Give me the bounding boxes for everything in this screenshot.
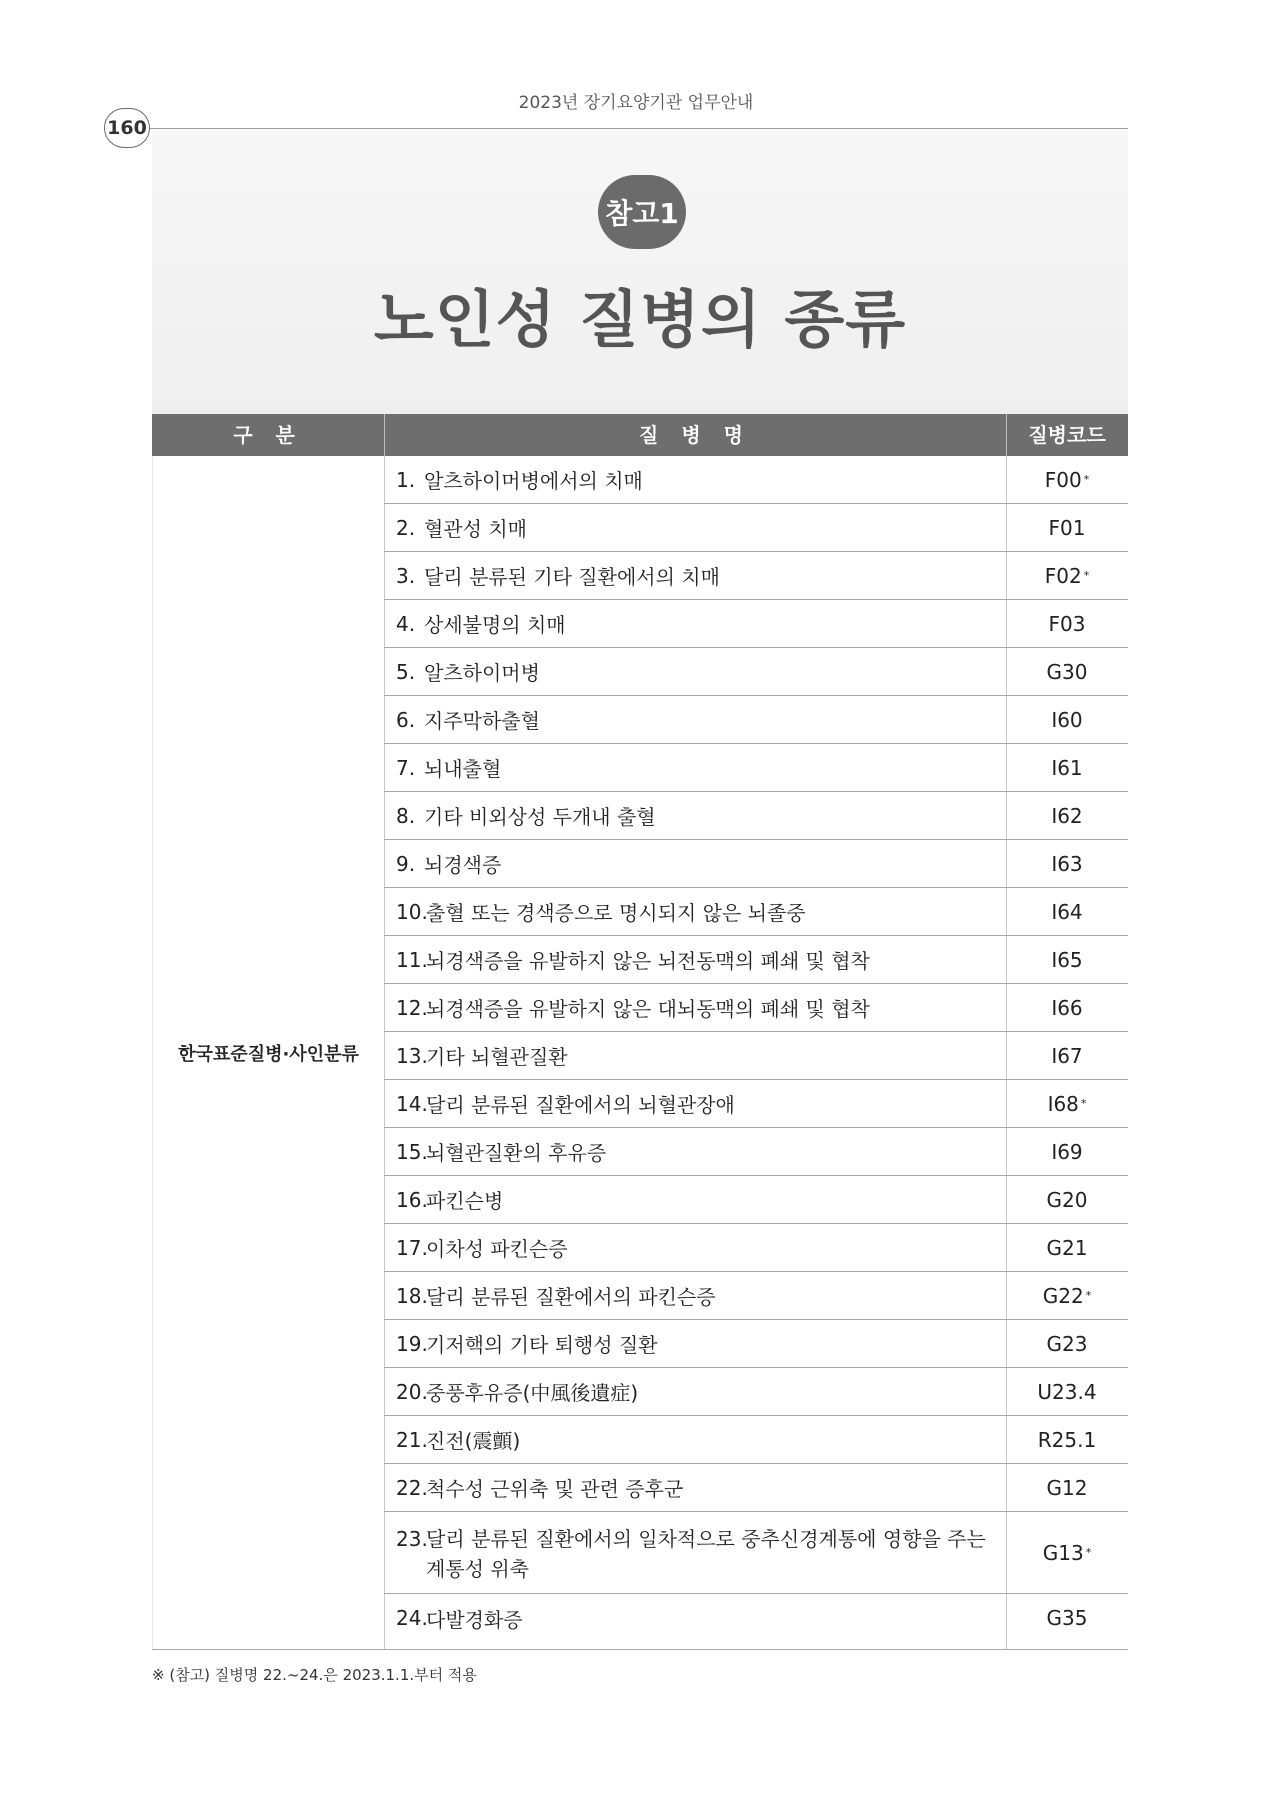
table-row <box>384 648 1128 696</box>
disease-name: 뇌경색증을 유발하지 않은 대뇌동맥의 폐쇄 및 협착 <box>426 997 870 1021</box>
disease-name-cell <box>396 1224 996 1271</box>
disease-code-cell <box>1006 504 1128 551</box>
disease-name-cell <box>396 888 996 935</box>
disease-code: F03 <box>1048 611 1086 636</box>
asterisk-mark: * <box>1083 569 1090 582</box>
row-number: 2. <box>396 515 416 540</box>
disease-name: 다발경화증 <box>426 1607 523 1632</box>
disease-code-cell <box>1006 696 1128 743</box>
disease-name: 지주막하출혈 <box>424 709 540 733</box>
disease-code: F01 <box>1048 515 1086 540</box>
row-number: 1. <box>396 467 416 492</box>
row-number: 22. <box>396 1475 428 1500</box>
asterisk-mark: * <box>1080 1097 1087 1110</box>
disease-name: 뇌경색증 <box>424 853 502 877</box>
disease-name: 기타 비외상성 두개내 출혈 <box>424 805 656 829</box>
row-number: 9. <box>396 851 416 876</box>
disease-name-cell <box>396 1320 996 1367</box>
column-header-code: 질병코드 <box>1028 423 1106 447</box>
table-row <box>384 696 1128 744</box>
row-number: 16. <box>396 1187 428 1212</box>
disease-code-cell <box>1006 600 1128 647</box>
disease-name: 기타 뇌혈관질환 <box>426 1045 568 1069</box>
disease-code-cell <box>1006 1032 1128 1079</box>
table-row <box>384 984 1128 1032</box>
row-number: 11. <box>396 947 428 972</box>
disease-name: 달리 분류된 질환에서의 일차적으로 중추신경계통에 영향을 주는 계통성 위축 <box>426 1527 986 1581</box>
disease-code: G12 <box>1046 1475 1088 1500</box>
asterisk-mark: * <box>1085 1289 1092 1302</box>
disease-name-cell <box>396 1272 996 1319</box>
disease-name: 출혈 또는 경색증으로 명시되지 않은 뇌졸중 <box>426 901 806 925</box>
disease-code: U23.4 <box>1037 1379 1097 1404</box>
disease-name: 혈관성 치매 <box>424 517 527 541</box>
row-number: 23. <box>396 1527 428 1551</box>
row-number: 14. <box>396 1091 428 1116</box>
disease-code: I60 <box>1051 707 1083 732</box>
row-number: 20. <box>396 1379 428 1404</box>
disease-code-cell <box>1006 1176 1128 1223</box>
disease-code: I66 <box>1051 995 1083 1020</box>
table-row <box>384 1032 1128 1080</box>
disease-name-cell <box>396 984 996 1031</box>
disease-code: I61 <box>1051 755 1083 780</box>
disease-code: G22 <box>1042 1283 1084 1308</box>
disease-code-cell <box>1006 1224 1128 1271</box>
row-number: 8. <box>396 803 416 828</box>
disease-name-cell <box>396 504 996 551</box>
asterisk-mark: * <box>1085 1546 1092 1559</box>
disease-name-cell <box>396 1368 996 1415</box>
disease-code: G21 <box>1046 1235 1088 1260</box>
disease-name: 진전(震顫) <box>426 1429 521 1453</box>
disease-code: F02 <box>1044 563 1082 588</box>
disease-name: 중풍후유증(中風後遺症) <box>426 1381 639 1405</box>
table-row <box>384 792 1128 840</box>
disease-code: G23 <box>1046 1331 1088 1356</box>
disease-code-cell <box>1006 888 1128 935</box>
table-header <box>152 414 1128 456</box>
reference-badge: 참고1 <box>598 175 686 249</box>
column-header-category: 구 분 <box>233 423 303 447</box>
disease-code-cell <box>1006 792 1128 839</box>
page-number: 160 <box>104 108 150 148</box>
disease-code: I64 <box>1051 899 1083 924</box>
disease-code-cell <box>1006 1128 1128 1175</box>
disease-table-body <box>384 456 1128 1642</box>
disease-name-cell <box>396 696 996 743</box>
disease-code: G35 <box>1046 1606 1088 1630</box>
row-number: 15. <box>396 1139 428 1164</box>
table-row <box>384 504 1128 552</box>
table-row <box>384 1368 1128 1416</box>
disease-name: 알츠하이머병에서의 치매 <box>424 469 643 493</box>
disease-name-cell <box>396 936 996 983</box>
table-row <box>384 1080 1128 1128</box>
table-row <box>384 1128 1128 1176</box>
disease-code-cell <box>1006 1594 1128 1642</box>
disease-name-cell <box>396 648 996 695</box>
disease-code-cell <box>1006 648 1128 695</box>
disease-name-cell <box>396 1176 996 1223</box>
disease-code-cell <box>1006 1512 1128 1593</box>
table-row <box>384 840 1128 888</box>
disease-code: I65 <box>1051 947 1083 972</box>
row-number: 21. <box>396 1427 428 1452</box>
disease-name-cell <box>396 456 996 503</box>
disease-name: 척수성 근위축 및 관련 증후군 <box>426 1477 684 1501</box>
disease-code-cell <box>1006 984 1128 1031</box>
disease-name-cell <box>396 1464 996 1511</box>
category-cell: 한국표준질병·사인분류 <box>152 456 384 1650</box>
table-row <box>384 1176 1128 1224</box>
table-row <box>384 456 1128 504</box>
disease-name: 이차성 파킨슨증 <box>426 1237 568 1261</box>
disease-name: 뇌경색증을 유발하지 않은 뇌전동맥의 폐쇄 및 협착 <box>426 949 870 973</box>
row-number: 18. <box>396 1283 428 1308</box>
disease-code: F00 <box>1044 467 1082 492</box>
table-row <box>384 1416 1128 1464</box>
row-number: 13. <box>396 1043 428 1068</box>
disease-name-cell <box>396 1080 996 1127</box>
disease-code-cell <box>1006 1368 1128 1415</box>
disease-name-cell <box>396 744 996 791</box>
disease-name: 알츠하이머병 <box>424 661 540 685</box>
disease-name: 상세불명의 치매 <box>424 613 566 637</box>
disease-code: I63 <box>1051 851 1083 876</box>
footnote: ※ (참고) 질병명 22.~24.은 2023.1.1.부터 적용 <box>152 1666 477 1684</box>
disease-name-cell <box>396 1032 996 1079</box>
disease-code-cell <box>1006 1080 1128 1127</box>
disease-code-cell <box>1006 456 1128 503</box>
row-number: 7. <box>396 755 416 780</box>
running-header: 2023년 장기요양기관 업무안내 <box>518 93 754 113</box>
disease-name-cell <box>396 1594 996 1642</box>
table-row <box>384 1272 1128 1320</box>
disease-name: 뇌혈관질환의 후유증 <box>426 1141 607 1165</box>
disease-code-cell <box>1006 936 1128 983</box>
page-title: 노인성 질병의 종류 <box>373 283 907 356</box>
row-number: 4. <box>396 611 416 636</box>
disease-code-cell <box>1006 840 1128 887</box>
disease-code-cell <box>1006 1272 1128 1319</box>
disease-code-cell <box>1006 552 1128 599</box>
row-number: 5. <box>396 659 416 684</box>
asterisk-mark: * <box>1083 473 1090 486</box>
title-banner <box>152 130 1128 414</box>
disease-code: I67 <box>1051 1043 1083 1068</box>
table-row <box>384 744 1128 792</box>
disease-code-cell <box>1006 1320 1128 1367</box>
disease-code-cell <box>1006 1416 1128 1463</box>
disease-name-cell <box>396 792 996 839</box>
disease-code: G13 <box>1042 1540 1084 1565</box>
disease-name-cell <box>396 1512 996 1593</box>
disease-name: 달리 분류된 질환에서의 파킨슨증 <box>426 1285 716 1309</box>
row-number: 17. <box>396 1235 428 1260</box>
row-number: 19. <box>396 1331 428 1356</box>
row-number: 6. <box>396 707 416 732</box>
row-number: 24. <box>396 1606 428 1630</box>
disease-name: 파킨슨병 <box>426 1189 504 1213</box>
table-row <box>384 552 1128 600</box>
disease-name: 뇌내출혈 <box>424 757 502 781</box>
header-rule <box>150 128 1128 129</box>
disease-name: 달리 분류된 기타 질환에서의 치매 <box>424 565 720 589</box>
column-header-name: 질 병 명 <box>639 423 751 447</box>
table-row <box>384 600 1128 648</box>
row-number: 3. <box>396 563 416 588</box>
table-row <box>384 1464 1128 1512</box>
table-row <box>384 1224 1128 1272</box>
disease-code: I68 <box>1047 1091 1079 1116</box>
disease-code: I69 <box>1051 1139 1083 1164</box>
row-number: 10. <box>396 899 428 924</box>
disease-code: R25.1 <box>1037 1427 1097 1452</box>
disease-code-cell <box>1006 744 1128 791</box>
table-row <box>384 1320 1128 1368</box>
disease-code: G20 <box>1046 1187 1088 1212</box>
disease-name-cell <box>396 840 996 887</box>
disease-name-cell <box>396 1416 996 1463</box>
disease-code-cell <box>1006 1464 1128 1511</box>
disease-name-cell <box>396 600 996 647</box>
table-row <box>384 936 1128 984</box>
disease-name-cell <box>396 552 996 599</box>
disease-code: I62 <box>1051 803 1083 828</box>
table-row <box>384 1512 1128 1594</box>
disease-name: 기저핵의 기타 퇴행성 질환 <box>426 1333 658 1357</box>
table-row <box>384 888 1128 936</box>
disease-code: G30 <box>1046 659 1088 684</box>
disease-name-cell <box>396 1128 996 1175</box>
row-number: 12. <box>396 995 428 1020</box>
table-bottom-rule <box>152 1649 1128 1650</box>
table-row <box>384 1594 1128 1642</box>
disease-name: 달리 분류된 질환에서의 뇌혈관장애 <box>426 1093 735 1117</box>
